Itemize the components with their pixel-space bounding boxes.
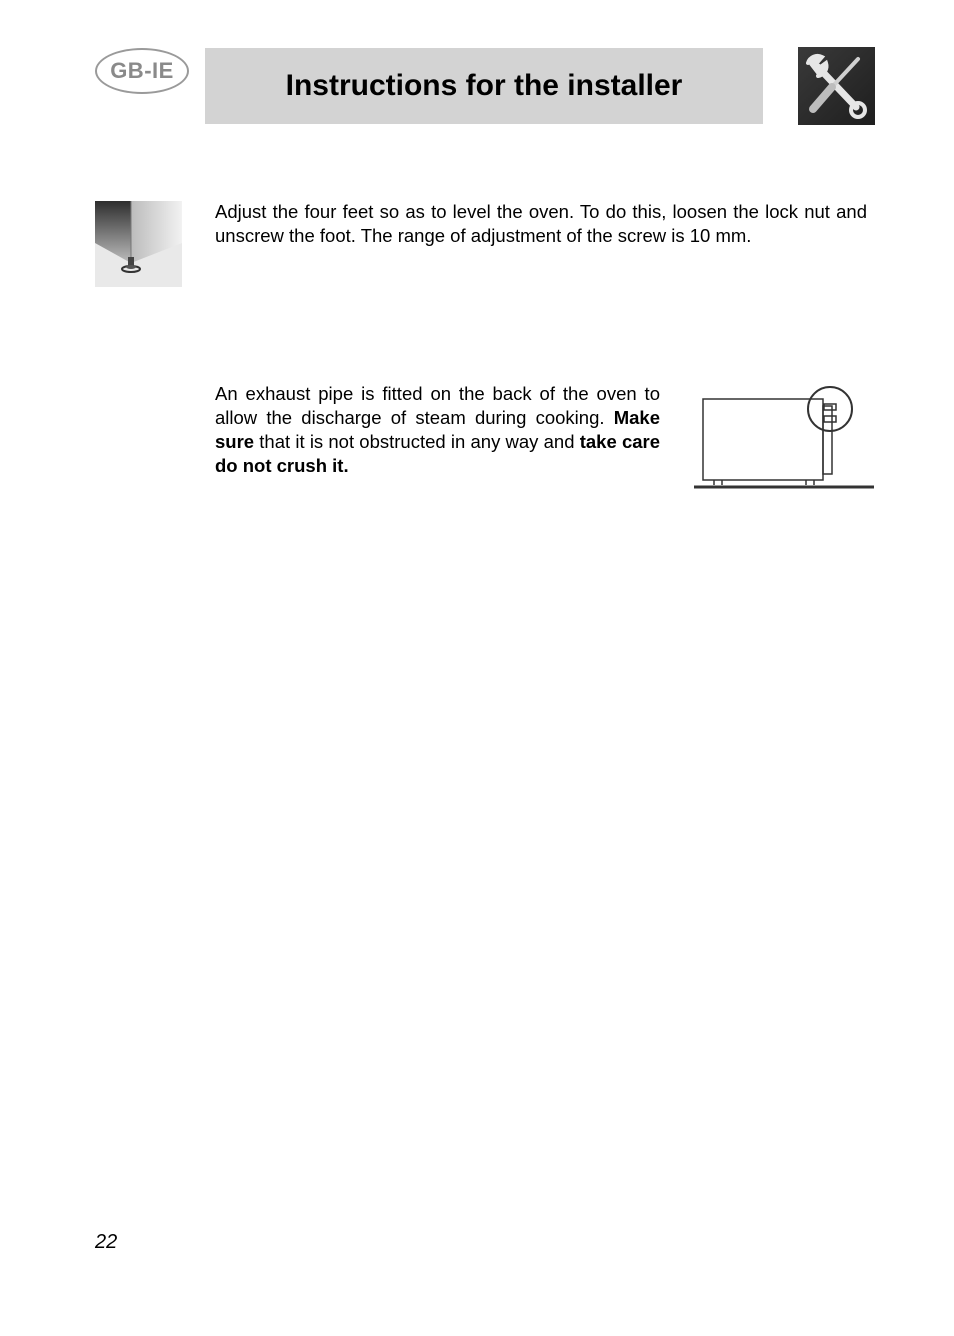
tools-icon <box>798 47 875 125</box>
exhaust-text-2: that it is not obstructed in any way and <box>259 431 575 452</box>
language-badge: GB-IE <box>95 48 189 94</box>
feet-adjustment-text: Adjust the four feet so as to level the oven. To do this, loosen the lock nut and unscrew the foot. The range of adjustment of the screw is 10 mm. <box>215 201 867 246</box>
oven-exhaust-diagram <box>694 384 876 492</box>
title-bar <box>205 48 763 124</box>
page-title: Instructions for the installer <box>285 69 683 102</box>
oven-foot-icon <box>95 201 182 287</box>
exhaust-pipe-text <box>215 382 660 478</box>
page-number: 22 <box>95 1231 118 1253</box>
exhaust-text-1: An exhaust pipe is fitted on the back of the oven to allow the discharge of steam during cooking. <box>215 383 660 428</box>
make-sure-bold: Make sure <box>215 407 660 452</box>
take-care-bold: take care do not crush it. <box>215 431 661 476</box>
